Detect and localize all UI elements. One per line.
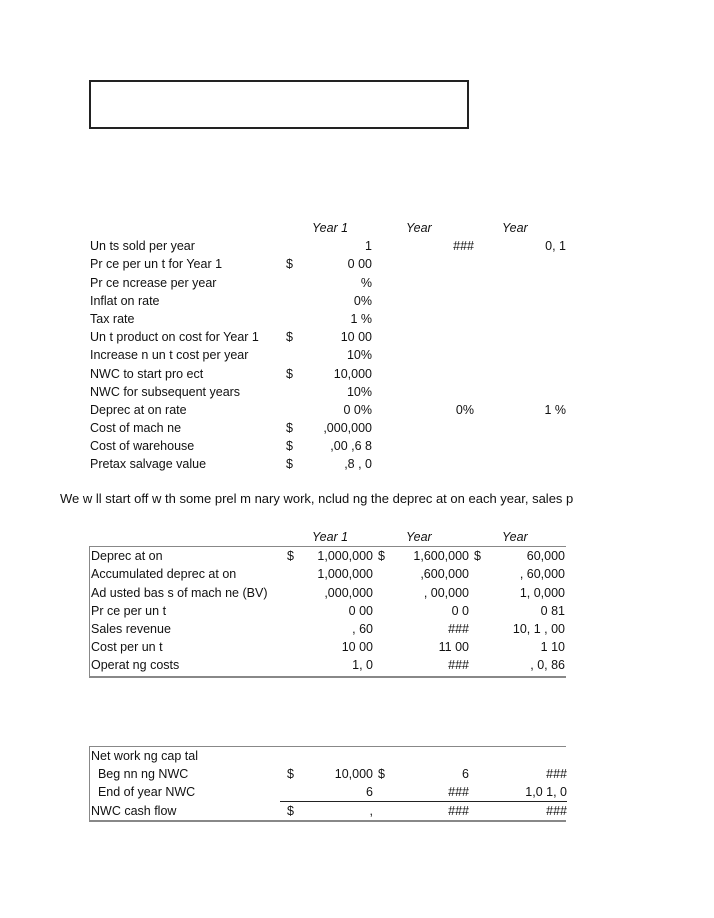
year1-value: 0 0% [343,402,372,417]
row-label: Cost per un t [91,640,163,655]
year1-value: 0% [353,293,372,308]
nwc-title: Net work ng cap tal [91,749,198,763]
row-label: Un t product on cost for Year 1 [90,330,259,345]
depreciation-row [91,602,567,620]
dollar-sign: $ [378,549,385,564]
depreciation-header-year1: Year 1 [312,530,349,544]
dollar-sign: $ [474,549,481,564]
depreciation-grid [89,546,566,678]
row-label: Pretax salvage value [90,457,207,472]
year3-value: ### [546,767,567,782]
year3-value: 10, 1 , 00 [512,621,565,636]
depreciation-row [91,638,567,656]
year1-value: , [369,803,373,818]
year2-value: 0% [455,402,474,417]
year3-value: 1 10 [540,640,565,655]
inputs-table [90,219,570,474]
inputs-row [90,383,570,401]
row-label: Un ts sold per year [90,239,195,254]
inputs-header-year2: Year [406,221,432,235]
row-label: Ad usted bas s of mach ne (BV) [91,585,268,600]
depreciation-row [91,547,567,565]
inputs-header-year3: Year [502,221,528,235]
year3-value: 1, 0,000 [519,585,565,600]
year2-value: ,600,000 [420,567,469,582]
depreciation-row [91,656,567,674]
row-label: Inflat on rate [90,293,160,308]
title-box [89,80,469,129]
year2-value: 0 0 [451,603,469,618]
row-label: Cost of mach ne [90,421,182,436]
row-label: Tax rate [90,311,135,326]
dollar-sign: $ [287,767,294,782]
year1-value: , 60 [352,621,373,636]
year1-value: ,8 , 0 [344,457,372,472]
dollar-sign: $ [286,439,293,454]
row-label: Cost of warehouse [90,439,195,454]
dollar-sign: $ [286,257,293,272]
row-label: Increase n un t cost per year [90,348,249,363]
row-label: Pr ce per un t [91,603,167,618]
depreciation-table [90,528,566,678]
depreciation-header-year3: Year [502,530,528,544]
year3-value: 0, 1 [545,239,566,254]
row-label: NWC cash flow [91,803,177,818]
inputs-row [90,292,570,310]
inputs-header-year1: Year 1 [312,221,349,235]
inputs-row [90,365,570,383]
year3-value: , 0, 86 [530,658,565,673]
year1-value: 1,000,000 [317,567,373,582]
year1-value: 10 00 [340,330,372,345]
row-label: Beg nn ng NWC [91,767,189,782]
year2-value: ### [448,621,469,636]
row-label: NWC to start pro ect [90,366,204,381]
inputs-row [90,401,570,419]
row-label: End of year NWC [91,785,196,800]
inputs-row [90,237,570,255]
nwc-table [90,746,566,822]
dollar-sign: $ [287,549,294,564]
year3-value: 1,0 1, 0 [525,785,567,800]
dollar-sign: $ [286,421,293,436]
depreciation-header-year2: Year [406,530,432,544]
depreciation-row [91,584,567,602]
year3-value: 60,000 [526,549,565,564]
nwc-total-rule [280,801,567,802]
depreciation-header-row [90,528,566,546]
depreciation-row [91,620,567,638]
inputs-row [90,255,570,273]
year2-value: ### [448,803,469,818]
nwc-row [91,783,567,801]
nwc-row [91,765,567,783]
year2-value: 11 00 [438,640,469,655]
year1-value: 10,000 [334,767,373,782]
year2-value: 6 [462,767,469,782]
year1-value: 1,000,000 [317,549,373,564]
row-label: Operat ng costs [91,658,180,673]
intro-sentence: We w ll start off w th some prel m nary work, nclud ng the deprec at on each year, sales p [60,491,574,506]
year1-value: 1 [365,239,372,254]
row-label: Sales revenue [91,621,171,636]
row-label: Deprec at on [91,549,163,564]
nwc-title-row [91,747,567,765]
year1-value: 10% [346,348,372,363]
year2-value: 1,600,000 [413,549,469,564]
dollar-sign: $ [287,803,294,818]
dollar-sign: $ [378,767,385,782]
year1-value: 6 [366,785,373,800]
year2-value: ### [448,658,469,673]
row-label: Accumulated deprec at on [91,567,237,582]
year2-value: , 00,000 [423,585,469,600]
inputs-row [90,328,570,346]
year1-value: % [360,275,372,290]
year2-value: ### [448,785,469,800]
dollar-sign: $ [286,330,293,345]
inputs-row [90,437,570,455]
depreciation-row [91,565,567,583]
inputs-row [90,310,570,328]
inputs-row [90,419,570,437]
year1-value: 0 00 [348,603,373,618]
year3-value: ### [546,803,567,818]
inputs-header-row [90,219,570,237]
row-label: Deprec at on rate [90,402,187,417]
year3-value: 1 % [544,402,566,417]
nwc-grid [89,746,566,822]
year1-value: 1 % [350,311,372,326]
year1-value: 10% [346,384,372,399]
nwc-row [91,802,567,820]
inputs-row [90,455,570,473]
row-label: Pr ce per un t for Year 1 [90,257,223,272]
year2-value: ### [453,239,474,254]
row-label: NWC for subsequent years [90,384,241,399]
dollar-sign: $ [286,457,293,472]
year1-value: ,00 ,6 8 [330,439,372,454]
year1-value: ,000,000 [324,585,373,600]
inputs-row [90,274,570,292]
year3-value: , 60,000 [519,567,565,582]
year1-value: 10,000 [333,366,372,381]
year3-value: 0 81 [540,603,565,618]
dollar-sign: $ [286,366,293,381]
year1-value: 1, 0 [352,658,373,673]
inputs-row [90,346,570,364]
row-label: Pr ce ncrease per year [90,275,217,290]
year1-value: 10 00 [341,640,373,655]
year1-value: 0 00 [347,257,372,272]
year1-value: ,000,000 [323,421,372,436]
